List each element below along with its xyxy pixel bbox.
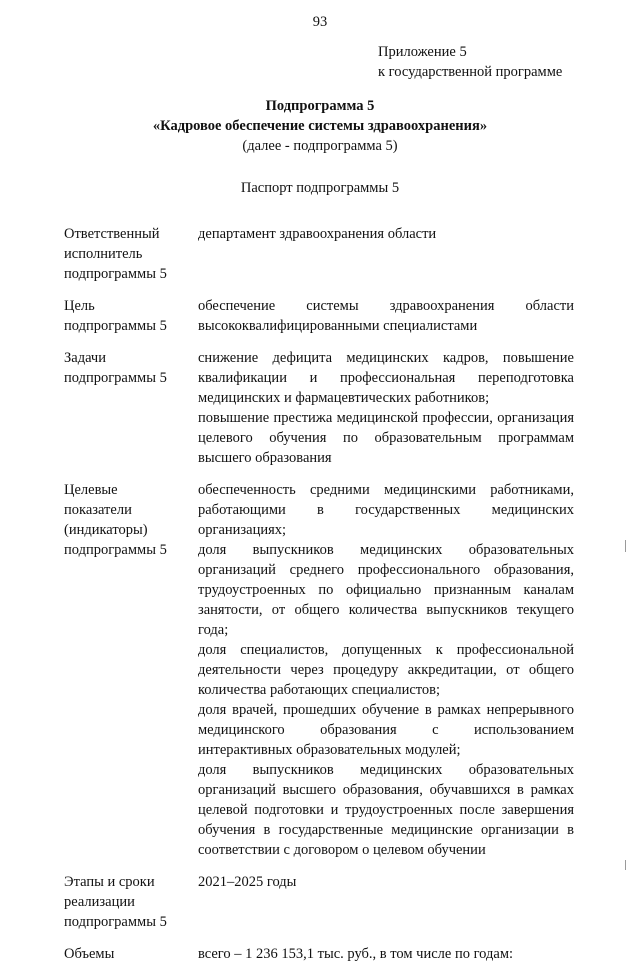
passport-row-volumes (64, 944, 574, 964)
row-value (198, 224, 574, 284)
row-label (64, 872, 198, 932)
passport-row-stages (64, 872, 574, 932)
row-value (198, 480, 574, 860)
label-line: Задачи (64, 350, 106, 366)
label-line: подпрограммы 5 (64, 542, 167, 558)
label-line: показатели (64, 502, 132, 518)
value-paragraph: доля врачей, прошедших обучение в рамках непрерывного медицинского образования с использованием интерактивных образовательных модулей; (198, 702, 574, 758)
row-value (198, 944, 574, 964)
page-number: 93 (312, 14, 328, 30)
passport-row-executor (64, 224, 574, 284)
label-line: исполнитель (64, 246, 143, 262)
label-line: (индикаторы) (64, 522, 148, 538)
label-line: подпрограммы 5 (64, 318, 167, 334)
passport-row-goal (64, 296, 574, 336)
value-paragraph: обеспеченность средними медицинскими работниками, работающими в государственных медицинских организациях; (198, 482, 574, 538)
label-line: реализации (64, 894, 135, 910)
appendix-line: к государственной программе (378, 64, 563, 80)
subprogram-title: Подпрограмма 5 (265, 98, 375, 114)
row-value (198, 348, 574, 468)
scan-mark (625, 540, 626, 552)
row-label (64, 480, 198, 860)
row-value (198, 296, 574, 336)
value-paragraph: снижение дефицита медицинских кадров, повышение квалификации и профессиональная переподготовка медицинских и фармацевтических работников; (198, 350, 574, 406)
row-value (198, 872, 574, 932)
value-paragraph: доля выпускников медицинских образовательных организаций высшего образования, обучавшихся в рамках целевой подготовки и трудоустроенных после завершения обучения в государственные медицинские организации в соответствии с договором о целевом обучении (198, 762, 574, 858)
value-paragraph: обеспечение системы здравоохранения области высококвалифицированными специалистами (198, 298, 574, 334)
value-paragraph: повышение престижа медицинской профессии, организация целевого обучения по образовательным программам высшего образования (198, 410, 574, 466)
subprogram-subtitle: «Кадровое обеспечение системы здравоохранения» (152, 118, 488, 134)
row-label (64, 224, 198, 284)
label-line: подпрограммы 5 (64, 370, 167, 386)
value-paragraph: всего – 1 236 153,1 тыс. руб., в том числе по годам: (198, 946, 514, 962)
appendix-line: Приложение 5 (378, 44, 467, 60)
label-line: Ответственный (64, 226, 160, 242)
subprogram-note: (далее - подпрограмма 5) (242, 138, 398, 154)
label-line: подпрограммы 5 (64, 266, 167, 282)
label-line: Объемы (64, 946, 115, 962)
row-label (64, 944, 198, 964)
value-paragraph: департамент здравоохранения области (198, 226, 437, 242)
passport-row-tasks (64, 348, 574, 468)
value-paragraph: 2021–2025 годы (198, 874, 297, 890)
passport-row-indicators (64, 480, 574, 860)
label-line: Этапы и сроки (64, 874, 155, 890)
passport-title: Паспорт подпрограммы 5 (240, 180, 400, 196)
scan-mark (625, 860, 626, 870)
subprogram-heading (0, 96, 640, 156)
label-line: подпрограммы 5 (64, 914, 167, 930)
passport-table (64, 224, 574, 976)
row-label (64, 296, 198, 336)
appendix-note (378, 42, 562, 82)
value-paragraph: доля выпускников медицинских образовательных организаций среднего профессионального образования, трудоустроенных по официально признанным каналам занятости, от общего количества выпускников текущего года; (198, 542, 574, 638)
label-line: Целевые (64, 482, 118, 498)
label-line: Цель (64, 298, 95, 314)
row-label (64, 348, 198, 468)
value-paragraph: доля специалистов, допущенных к профессиональной деятельности через процедуру аккредитации, от общего количества работающих специалистов; (198, 642, 574, 698)
